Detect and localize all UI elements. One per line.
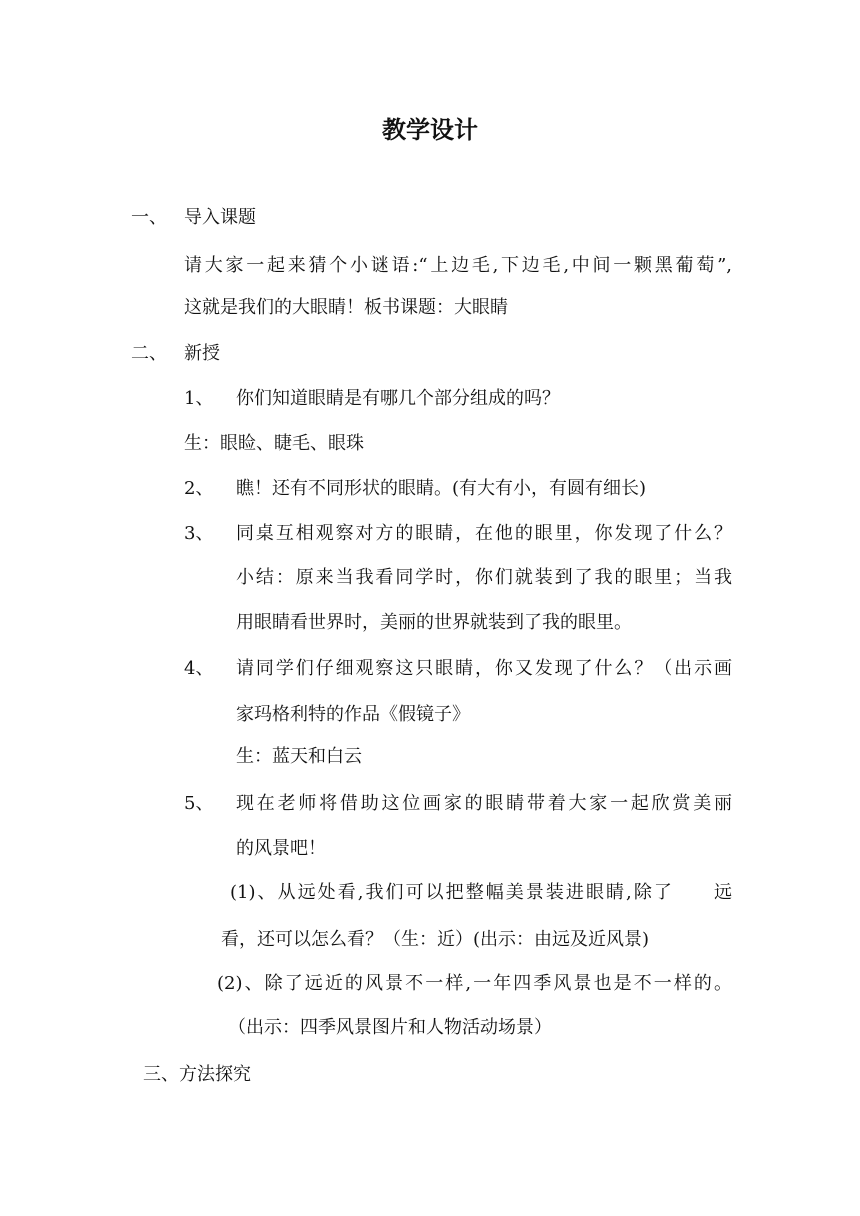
answer-text: 生：蓝天和白云	[236, 746, 362, 767]
section-number: 二、	[131, 343, 167, 364]
section-heading: 导入课题	[184, 207, 256, 228]
answer-text: 生：眼睑、睫毛、眼珠	[184, 433, 364, 454]
sub-item-text: (1)、从远处看,我们可以把整幅美景装进眼睛,除了 远	[230, 882, 732, 903]
sub-item-text: 看，还可以怎么看？（生：近）(出示：由远及近风景)	[221, 929, 650, 950]
item-text: 的风景吧！	[236, 838, 326, 859]
item-text: 请同学们仔细观察这只眼睛，你又发现了什么？（出示画	[236, 658, 732, 679]
item-number: 4、	[184, 658, 214, 679]
summary-text: 小结：原来当我看同学时，你们就装到了我的眼里；当我	[236, 567, 732, 588]
item-number: 1、	[184, 388, 214, 409]
paragraph-line: 请大家一起来猜个小谜语:“上边毛,下边毛,中间一颗黑葡萄”,	[184, 255, 732, 276]
item-text: 瞧！还有不同形状的眼睛。(有大有小，有圆有细长)	[236, 478, 647, 499]
item-number: 2、	[184, 478, 214, 499]
section-heading: 三、方法探究	[143, 1064, 251, 1085]
item-number: 5、	[184, 793, 214, 814]
item-text: 你们知道眼睛是有哪几个部分组成的吗？	[236, 388, 560, 409]
sub-item-text: (2)、除了远近的风景不一样,一年四季风景也是不一样的。	[217, 973, 732, 994]
item-text: 同桌互相观察对方的眼睛，在他的眼里，你发现了什么？	[236, 523, 732, 544]
item-text: 现在老师将借助这位画家的眼睛带着大家一起欣赏美丽	[236, 793, 732, 814]
summary-text: 用眼睛看世界时，美丽的世界就装到了我的眼里。	[236, 612, 632, 633]
document-title: 教学设计	[382, 115, 478, 144]
sub-item-text: （出示：四季风景图片和人物活动场景）	[228, 1017, 552, 1038]
section-heading: 新授	[184, 343, 220, 364]
item-number: 3、	[184, 523, 214, 544]
paragraph-line: 这就是我们的大眼睛！板书课题：大眼睛	[184, 297, 508, 318]
item-text: 家玛格利特的作品《假镜子》	[236, 704, 470, 725]
section-number: 一、	[131, 207, 167, 228]
